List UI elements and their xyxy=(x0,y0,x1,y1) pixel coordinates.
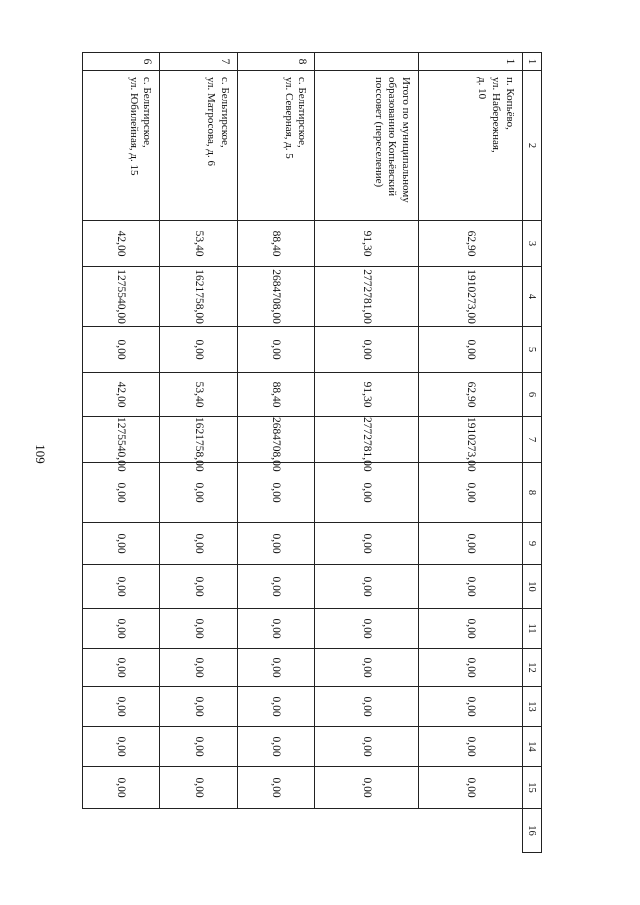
value-cell-col-15: 0,00 xyxy=(419,767,523,809)
value-cell-col-13: 0,00 xyxy=(237,687,314,727)
row-number-cell xyxy=(315,53,419,71)
value-cell-col-14: 0,00 xyxy=(160,727,237,767)
table-row xyxy=(237,53,314,853)
value-cell-col-15: 0,00 xyxy=(237,767,314,809)
value-cell-col-14: 0,00 xyxy=(419,727,523,767)
value-cell-col-8: 0,00 xyxy=(315,463,419,523)
value-cell-col-3: 91,30 xyxy=(315,221,419,267)
value-cell-col-3: 53,40 xyxy=(160,221,237,267)
row-number-cell: 6 xyxy=(83,53,161,71)
value-cell-col-12: 0,00 xyxy=(315,649,419,687)
address-line: п. Копьёво, xyxy=(504,77,516,130)
address-line: д. 10 xyxy=(476,77,489,100)
value-cell-col-5: 0,00 xyxy=(419,327,523,373)
address-line: ул. Набережная, xyxy=(490,77,503,153)
column-number-2: 2 xyxy=(523,71,542,221)
column-number-16: 16 xyxy=(523,809,542,853)
address-cell xyxy=(83,71,161,221)
value-cell-col-7: 2684708,00 xyxy=(237,417,314,463)
value-cell-col-14: 0,00 xyxy=(83,727,161,767)
value-cell-col-4: 2772781,00 xyxy=(315,267,419,327)
value-cell-col-6: 53,40 xyxy=(160,373,237,417)
address-line: с. Бельтирское, xyxy=(296,77,309,148)
value-cell-col-8: 0,00 xyxy=(160,463,237,523)
value-cell-col-11: 0,00 xyxy=(83,609,161,649)
value-cell-col-9: 0,00 xyxy=(83,523,161,565)
column-number-3: 3 xyxy=(523,221,542,267)
rotated-table xyxy=(82,52,542,852)
value-cell-col-13: 0,00 xyxy=(160,687,237,727)
value-cell-col-4: 1275540,00 xyxy=(83,267,161,327)
value-cell-col-9: 0,00 xyxy=(315,523,419,565)
value-cell-col-3: 88,40 xyxy=(237,221,314,267)
address-line: поссовет (переселение) xyxy=(372,77,385,188)
page-number: 109 xyxy=(33,444,48,464)
value-cell-col-6: 91,30 xyxy=(315,373,419,417)
column-number-12: 12 xyxy=(523,649,542,687)
value-cell-col-5: 0,00 xyxy=(160,327,237,373)
address-cell xyxy=(315,71,419,221)
value-cell-col-10: 0,00 xyxy=(160,565,237,609)
value-cell-col-7: 2772781,00 xyxy=(315,417,419,463)
value-cell-col-6: 88,40 xyxy=(237,373,314,417)
value-cell-col-9: 0,00 xyxy=(160,523,237,565)
value-cell-col-10: 0,00 xyxy=(237,565,314,609)
address-line: ул. Матросова, д. 6 xyxy=(205,77,218,167)
value-cell-col-4: 1910273,00 xyxy=(419,267,523,327)
table-row xyxy=(160,53,237,853)
value-cell-col-4: 2684708,00 xyxy=(237,267,314,327)
value-cell-col-10: 0,00 xyxy=(419,565,523,609)
table-row xyxy=(83,53,161,853)
value-cell-col-11: 0,00 xyxy=(315,609,419,649)
value-cell-col-7: 1621758,00 xyxy=(160,417,237,463)
value-cell-col-13: 0,00 xyxy=(315,687,419,727)
column-number-9: 9 xyxy=(523,523,542,565)
housing-resettlement-table xyxy=(82,52,542,853)
value-cell-col-9: 0,00 xyxy=(419,523,523,565)
row-number-cell: 7 xyxy=(160,53,237,71)
value-cell-col-15: 0,00 xyxy=(83,767,161,809)
value-cell-col-8: 0,00 xyxy=(419,463,523,523)
address-line: образованию Копьёвский xyxy=(386,77,399,197)
value-cell-col-14: 0,00 xyxy=(237,727,314,767)
value-cell-col-3: 62,90 xyxy=(419,221,523,267)
row-number-cell: 8 xyxy=(237,53,314,71)
column-number-13: 13 xyxy=(523,687,542,727)
value-cell-col-11: 0,00 xyxy=(160,609,237,649)
value-cell-col-6: 42,00 xyxy=(83,373,161,417)
address-cell xyxy=(237,71,314,221)
column-number-5: 5 xyxy=(523,327,542,373)
value-cell-col-8: 0,00 xyxy=(83,463,161,523)
value-cell-col-5: 0,00 xyxy=(83,327,161,373)
value-cell-col-3: 42,00 xyxy=(83,221,161,267)
value-cell-col-5: 0,00 xyxy=(237,327,314,373)
value-cell-col-12: 0,00 xyxy=(83,649,161,687)
row-number-cell: 1 xyxy=(419,53,523,71)
address-line: с. Бельтирское, xyxy=(141,77,154,148)
column-number-6: 6 xyxy=(523,373,542,417)
value-cell-col-11: 0,00 xyxy=(419,609,523,649)
value-cell-col-9: 0,00 xyxy=(237,523,314,565)
value-cell-col-7: 1275540,00 xyxy=(83,417,161,463)
column-number-8: 8 xyxy=(523,463,542,523)
value-cell-col-13: 0,00 xyxy=(83,687,161,727)
table-row xyxy=(315,53,419,853)
address-line: с. Бельтирское, xyxy=(218,77,231,148)
column-number-7: 7 xyxy=(523,417,542,463)
value-cell-col-7: 1910273,00 xyxy=(419,417,523,463)
value-cell-col-4: 1621758,00 xyxy=(160,267,237,327)
column-number-15: 15 xyxy=(523,767,542,809)
address-line: ул. Северная, д. 5 xyxy=(282,77,295,159)
value-cell-col-5: 0,00 xyxy=(315,327,419,373)
column-number-4: 4 xyxy=(523,267,542,327)
address-line: ул. Юбилейная, д. 15 xyxy=(127,77,140,176)
value-cell-col-12: 0,00 xyxy=(160,649,237,687)
column-number-11: 11 xyxy=(523,609,542,649)
value-cell-col-12: 0,00 xyxy=(419,649,523,687)
table-container xyxy=(82,52,542,852)
table-row xyxy=(419,53,523,853)
value-cell-col-6: 62,90 xyxy=(419,373,523,417)
value-cell-col-14: 0,00 xyxy=(315,727,419,767)
column-number-14: 14 xyxy=(523,727,542,767)
value-cell-col-12: 0,00 xyxy=(237,649,314,687)
value-cell-col-10: 0,00 xyxy=(83,565,161,609)
value-cell-col-13: 0,00 xyxy=(419,687,523,727)
address-line: Итого по муниципальному xyxy=(400,77,413,203)
value-cell-col-11: 0,00 xyxy=(237,609,314,649)
value-cell-col-10: 0,00 xyxy=(315,565,419,609)
address-cell xyxy=(419,71,523,221)
column-number-1: 1 xyxy=(523,53,542,71)
header-row xyxy=(523,53,542,853)
address-cell xyxy=(160,71,237,221)
value-cell-col-15: 0,00 xyxy=(315,767,419,809)
value-cell-col-15: 0,00 xyxy=(160,767,237,809)
column-number-10: 10 xyxy=(523,565,542,609)
value-cell-col-8: 0,00 xyxy=(237,463,314,523)
